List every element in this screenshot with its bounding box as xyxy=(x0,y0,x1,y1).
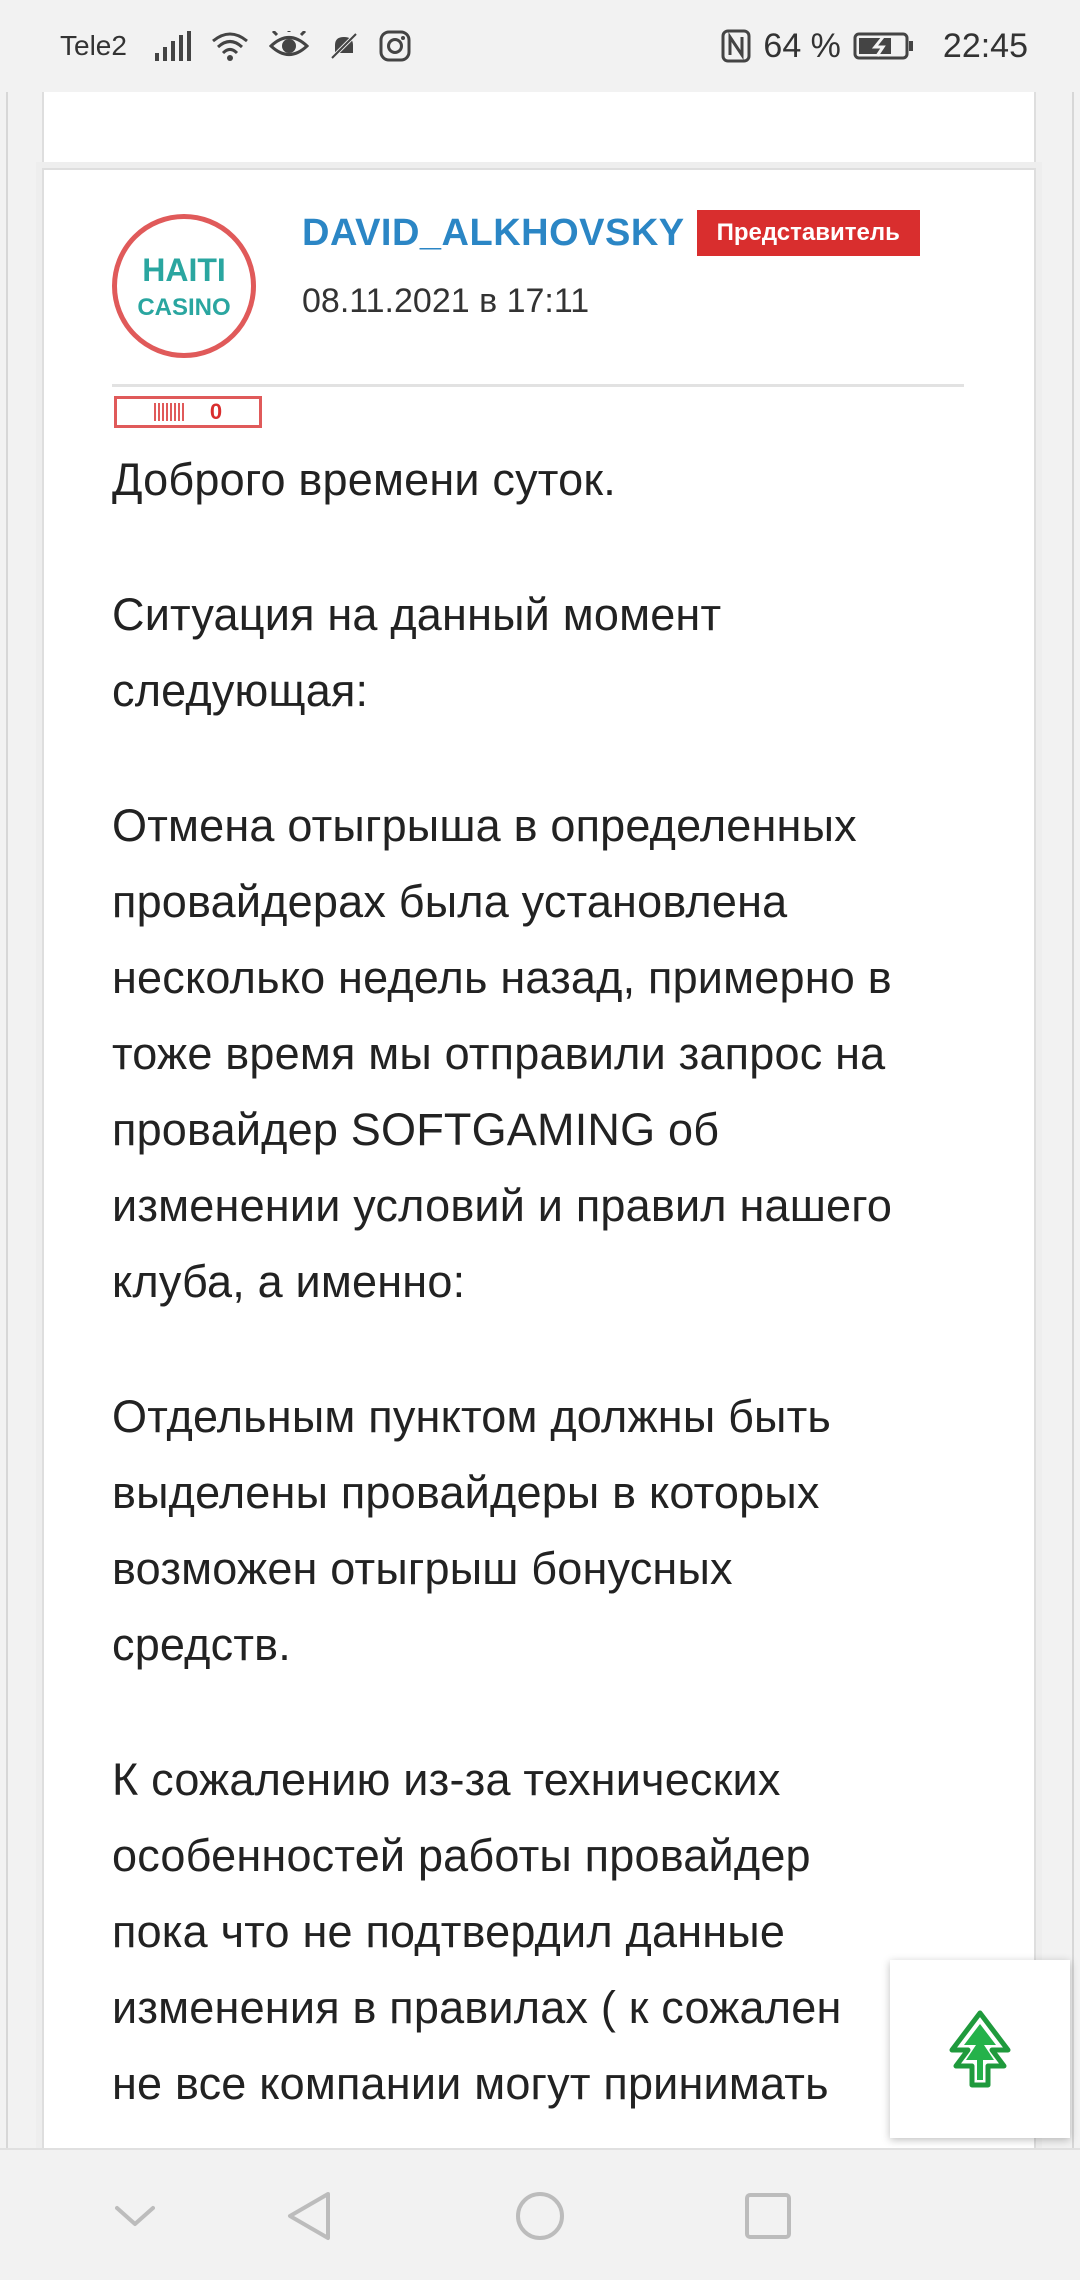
author-name[interactable]: DAVID_ALKHOVSKY xyxy=(302,211,685,254)
mute-icon xyxy=(329,31,359,61)
role-badge: Представитель xyxy=(697,210,920,256)
back-icon[interactable] xyxy=(248,2150,368,2280)
reputation-badge xyxy=(114,396,262,428)
status-right xyxy=(721,0,1028,92)
post-paragraph: Отдельным пунктом должны быть выделены провайдеры в которых возможен отыгрыш бонусных средств. xyxy=(112,1391,832,1670)
post-paragraph: Доброго времени суток. xyxy=(112,454,616,505)
reputation-count: 0 xyxy=(209,399,223,424)
avatar-text-line2: CASINO xyxy=(137,294,231,321)
post-body xyxy=(112,442,1012,2148)
recents-icon[interactable] xyxy=(708,2150,828,2280)
status-left xyxy=(60,0,411,92)
post-paragraph: Отмена отыгрыша в определенных провайдерах была установлена несколько недель назад, примерно в тоже время мы отправили запрос на провайдер SOFTGAMING об изменении условий и правил нашего клуба, а именно: xyxy=(112,800,893,1307)
avatar-text-line1: HAITI xyxy=(142,252,226,288)
avatar[interactable] xyxy=(112,214,256,358)
scroll-to-top-button[interactable] xyxy=(890,1960,1070,2138)
home-icon[interactable] xyxy=(480,2150,600,2280)
author-line xyxy=(302,210,920,256)
eye-icon xyxy=(269,31,309,61)
post-date: 08.11.2021 в 17:11 xyxy=(302,282,590,320)
post-paragraph: К сожалению из-за технических особенностей работы провайдер пока что не подтвердил данные изменения в правилах ( к сожален не все компании могут принимать xyxy=(112,1754,842,2109)
post-paragraph: Ситуация на данный момент следующая: xyxy=(112,589,722,716)
status-bar xyxy=(0,0,1080,92)
battery-percent: 64 % xyxy=(763,26,841,65)
reputation-bar xyxy=(154,403,184,421)
divider xyxy=(112,384,964,387)
wifi-icon xyxy=(211,31,249,61)
instagram-icon xyxy=(379,30,411,62)
post-card xyxy=(42,168,1036,2148)
chevron-down-icon[interactable] xyxy=(75,2150,195,2280)
navigation-bar xyxy=(0,2148,1080,2280)
up-arrow-icon xyxy=(948,2010,1012,2088)
carrier-name: Tele2 xyxy=(60,30,127,61)
nfc-icon xyxy=(721,29,751,63)
battery-icon xyxy=(853,31,915,61)
signal-icon xyxy=(155,31,191,61)
clock: 22:45 xyxy=(942,26,1028,65)
page-content[interactable] xyxy=(0,92,1080,2148)
